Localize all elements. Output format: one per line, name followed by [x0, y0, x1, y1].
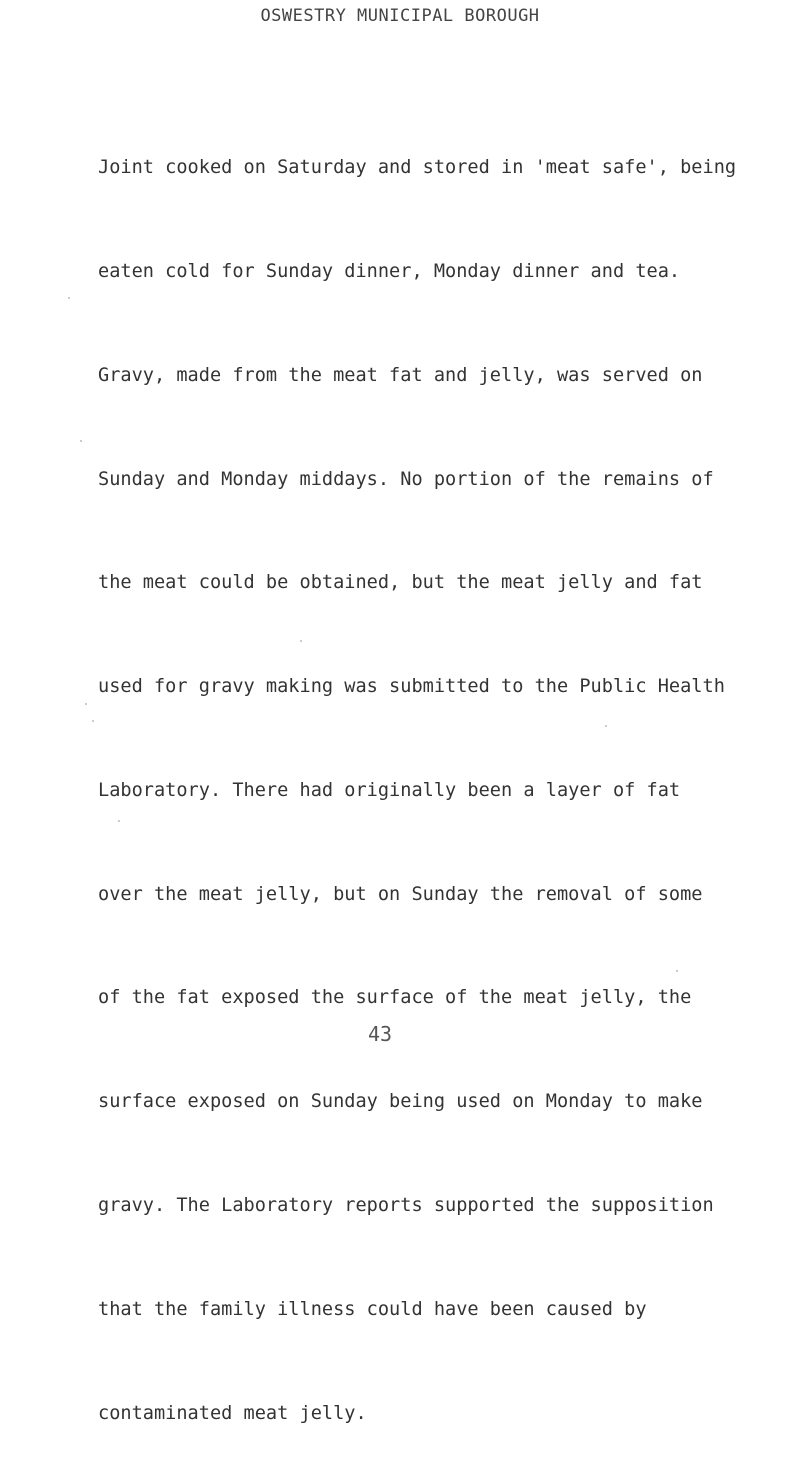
document-body — [98, 82, 788, 1466]
scan-speck — [118, 820, 120, 822]
body-line: Joint cooked on Saturday and stored in 'meat safe', being — [98, 157, 737, 179]
body-line: the meat could be obtained, but the meat jelly and fat — [98, 572, 703, 594]
scan-speck — [92, 720, 94, 722]
scan-speck — [605, 725, 607, 727]
body-line: used for gravy making was submitted to the Public Health — [98, 676, 725, 698]
body-line: Laboratory. There had originally been a layer of fat — [98, 779, 681, 801]
page-number: 43 — [368, 1022, 393, 1046]
body-line: Gravy, made from the meat fat and jelly, was served on — [98, 364, 703, 386]
body-line: contaminated meat jelly. — [98, 1402, 367, 1424]
scan-speck — [85, 703, 87, 705]
body-line: gravy. The Laboratory reports supported the supposition — [98, 1195, 714, 1216]
body-line: Sunday and Monday middays. No portion of the remains of — [98, 468, 714, 490]
body-line: eaten cold for Sunday dinner, Monday dinner and tea. — [98, 260, 681, 282]
scan-speck — [300, 640, 302, 642]
scan-speck — [676, 970, 678, 972]
body-line: that the family illness could have been caused by — [98, 1298, 647, 1320]
body-line: of the fat exposed the surface of the meat jelly, the — [98, 987, 692, 1009]
body-line: surface exposed on Sunday being used on Monday to make — [98, 1091, 703, 1113]
scan-speck — [80, 440, 82, 442]
body-line: over the meat jelly, but on Sunday the removal of some — [98, 883, 703, 905]
scan-speck — [68, 297, 70, 299]
document-header: OSWESTRY MUNICIPAL BOROUGH — [260, 6, 540, 26]
